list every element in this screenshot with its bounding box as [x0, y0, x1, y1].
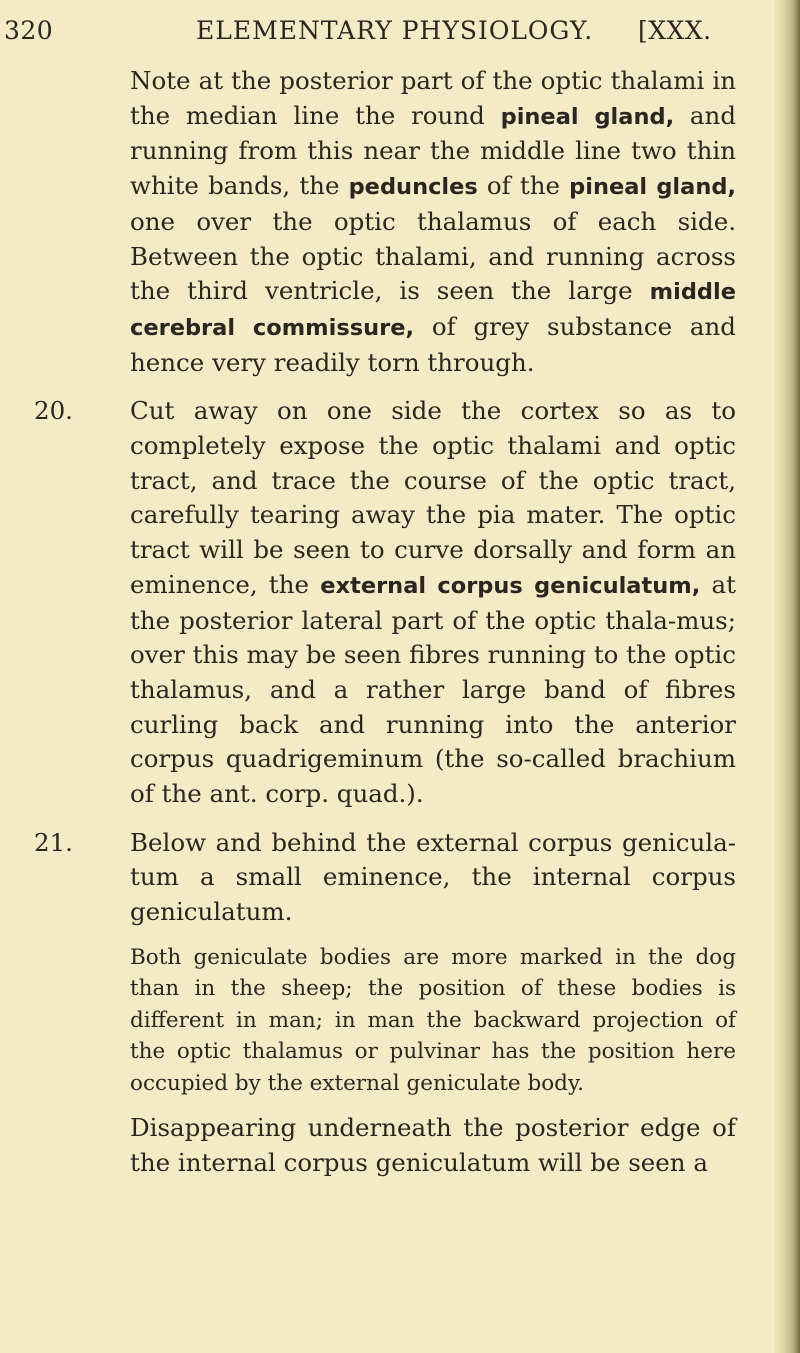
closing-paragraph: Disappearing underneath the posterior edge of the internal corpus geniculatum will be seen a — [130, 1113, 736, 1178]
bold-term: pineal gland, — [500, 103, 675, 130]
bold-term: external corpus geniculatum, — [320, 572, 701, 599]
text-run: one over the optic thalamus of each side. Between the optic thalami, and running across the third ventricle, is seen the large — [130, 206, 736, 306]
running-title: ELEMENTARY PHYSIOLOGY. — [196, 16, 594, 45]
small-print-note: Both geniculate bodies are more marked in the dog than in the sheep; the position of these bodies is different in man; in man the backward projection of the optic thalamus or pulvinar has the position here occupied by the external geniculate body. — [130, 944, 736, 1096]
text-run: Below and behind the external corpus genicula-tum a small eminence, the internal corpus geniculatum. — [130, 827, 736, 927]
paragraph-number: 21. — [34, 827, 73, 857]
page-edge-shadow — [774, 0, 800, 1353]
bold-term: pineal gland, — [569, 174, 737, 201]
paragraph-number: 20. — [34, 396, 73, 426]
body-text — [34, 64, 736, 1181]
page-header — [0, 16, 780, 56]
text-run: Cut away on one side the cortex so as to completely expose the optic thalami and optic tract, and trace the course of the optic tract, carefully tearing away the pia mater. The optic tract will be seen to curve dorsally and form an eminence, the — [130, 396, 736, 599]
text-run: and running from this near the middle line two thin white bands, the — [130, 100, 737, 201]
section-reference: [XXX. — [638, 16, 712, 45]
page-number: 320 — [4, 16, 54, 45]
bold-term: middle cerebral commissure, — [130, 279, 736, 341]
text-run: Note at the posterior part of the optic thalami in the median line the round — [130, 66, 736, 130]
bold-term: peduncles — [348, 174, 478, 201]
paragraph-pineal-gland — [34, 64, 736, 380]
paragraph-20 — [34, 394, 736, 811]
paragraph-21 — [34, 826, 736, 930]
text-run: at the posterior lateral part of the optic thala-mus; over this may be seen fibres running to the optic thalamus, and a rather large band of fibres curling back and running into the anterior corpus quadrigeminum (the so-called brachium of the ant. corp. quad.). — [130, 569, 736, 809]
text-run: of grey substance and hence very readily torn through. — [130, 311, 736, 377]
text-run: of the — [477, 171, 570, 201]
